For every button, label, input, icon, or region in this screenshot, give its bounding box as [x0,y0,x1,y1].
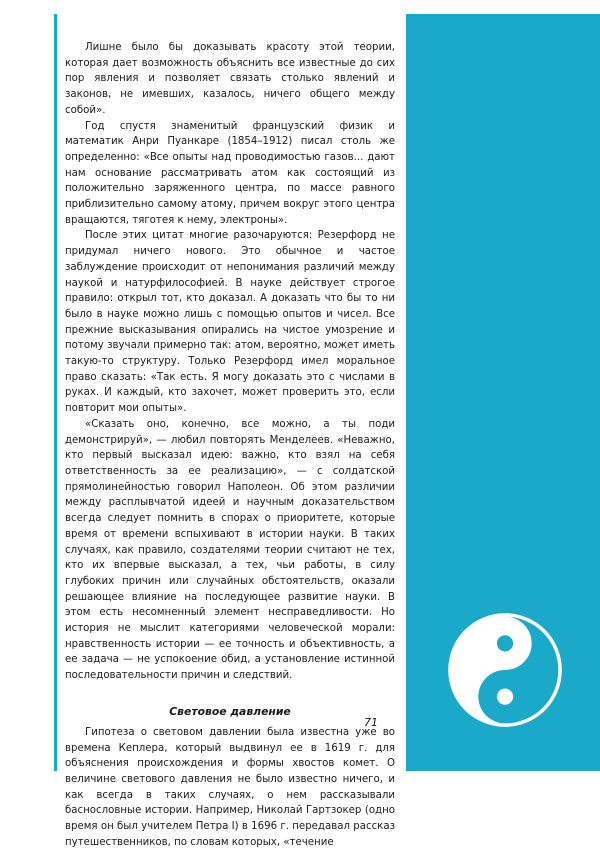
section-heading: Световое давление [169,704,291,718]
yin-yang-icon [447,612,563,728]
paragraph: Гипотеза о световом давлении была известна уже во времена Кеплера, который выдвинул ее в 1619 г. для объяснения происхождения и формы хвостов комет. О величине светового давления не было известно ничего, и как всегда в таких случаях, о нем рассказывали баснословные истории. Например, Николай Гартзокер (одно время он был учителем Петра I) в 1696 г. передавал рассказ путешественников, по словам которых, «течение [65,726,395,848]
paragraph: После этих цитат многие разочаруются: Резерфорд не придумал ничего нового. Это обычное и частое заблуждение происходит от непонимания различий между наукой и натурфилософией. В науке действует строгое правило: открыл тот, кто доказал. А доказать что бы то ни было в науке можно лишь с помощью опытов и чисел. Все прежние высказывания опирались на чистое умозрение и потому звучали примерно так: атом, вероятно, может иметь такую-то структуру. Только Резерфорд имел моральное право сказать: «Так есть. Я могу доказать это с числами в руках. И каждый, кто захочет, может проверить это, если повторит мои опыты». [65,230,395,415]
paragraph: Лишне было бы доказывать красоту этой теории, которая дает возможность объяснить все известные до сих пор явления и позволяет связать столько явлений и законов, не имевших, казалось, ничего общего между собой». [65,42,395,116]
page-number: 71 [364,716,378,729]
left-accent-rule [54,14,57,771]
paragraph: Год спустя знаменитый французский физик и математик Анри Пуанкаре (1854–1912) писал столь же определенно: «Все опыты над проводимостью газов... дают нам основание рассматривать атом как состоящий из положительно заряженного центра, по массе равного приблизительно самому атому, причем вокруг этого центра вращаются, тяготея к нему, электроны». [65,120,395,226]
paragraph: «Сказать оно, конечно, все можно, а ты поди демонстрируй», — любил повторять Менделеев. «Неважно, кто первый высказал идею: важно, кто взял на себя ответственность за ее реализацию», — с солдатской прямолинейностью говорил Наполеон. Об этом различии между расплывчатой идеей и научным доказательством всегда следует помнить в спорах о приоритете, которые время от времени вспыхивают в истории науки. В таких случаях, как правило, создателями теории считают не тех, кто их впервые высказал, а тех, чьи работы, в силу глубоких причин или случайных обстоятельств, оказали решающее влияние на последующее развитие науки. В этом есть несомненный элемент несправедливости. Но история не мыслит категориями человеческой морали: нравственность истории — ее точность и объективность, а ее задача — не успокоение обид, а установление истинной последовательности причин и следствий. [65,418,395,682]
article-body [65,40,395,850]
